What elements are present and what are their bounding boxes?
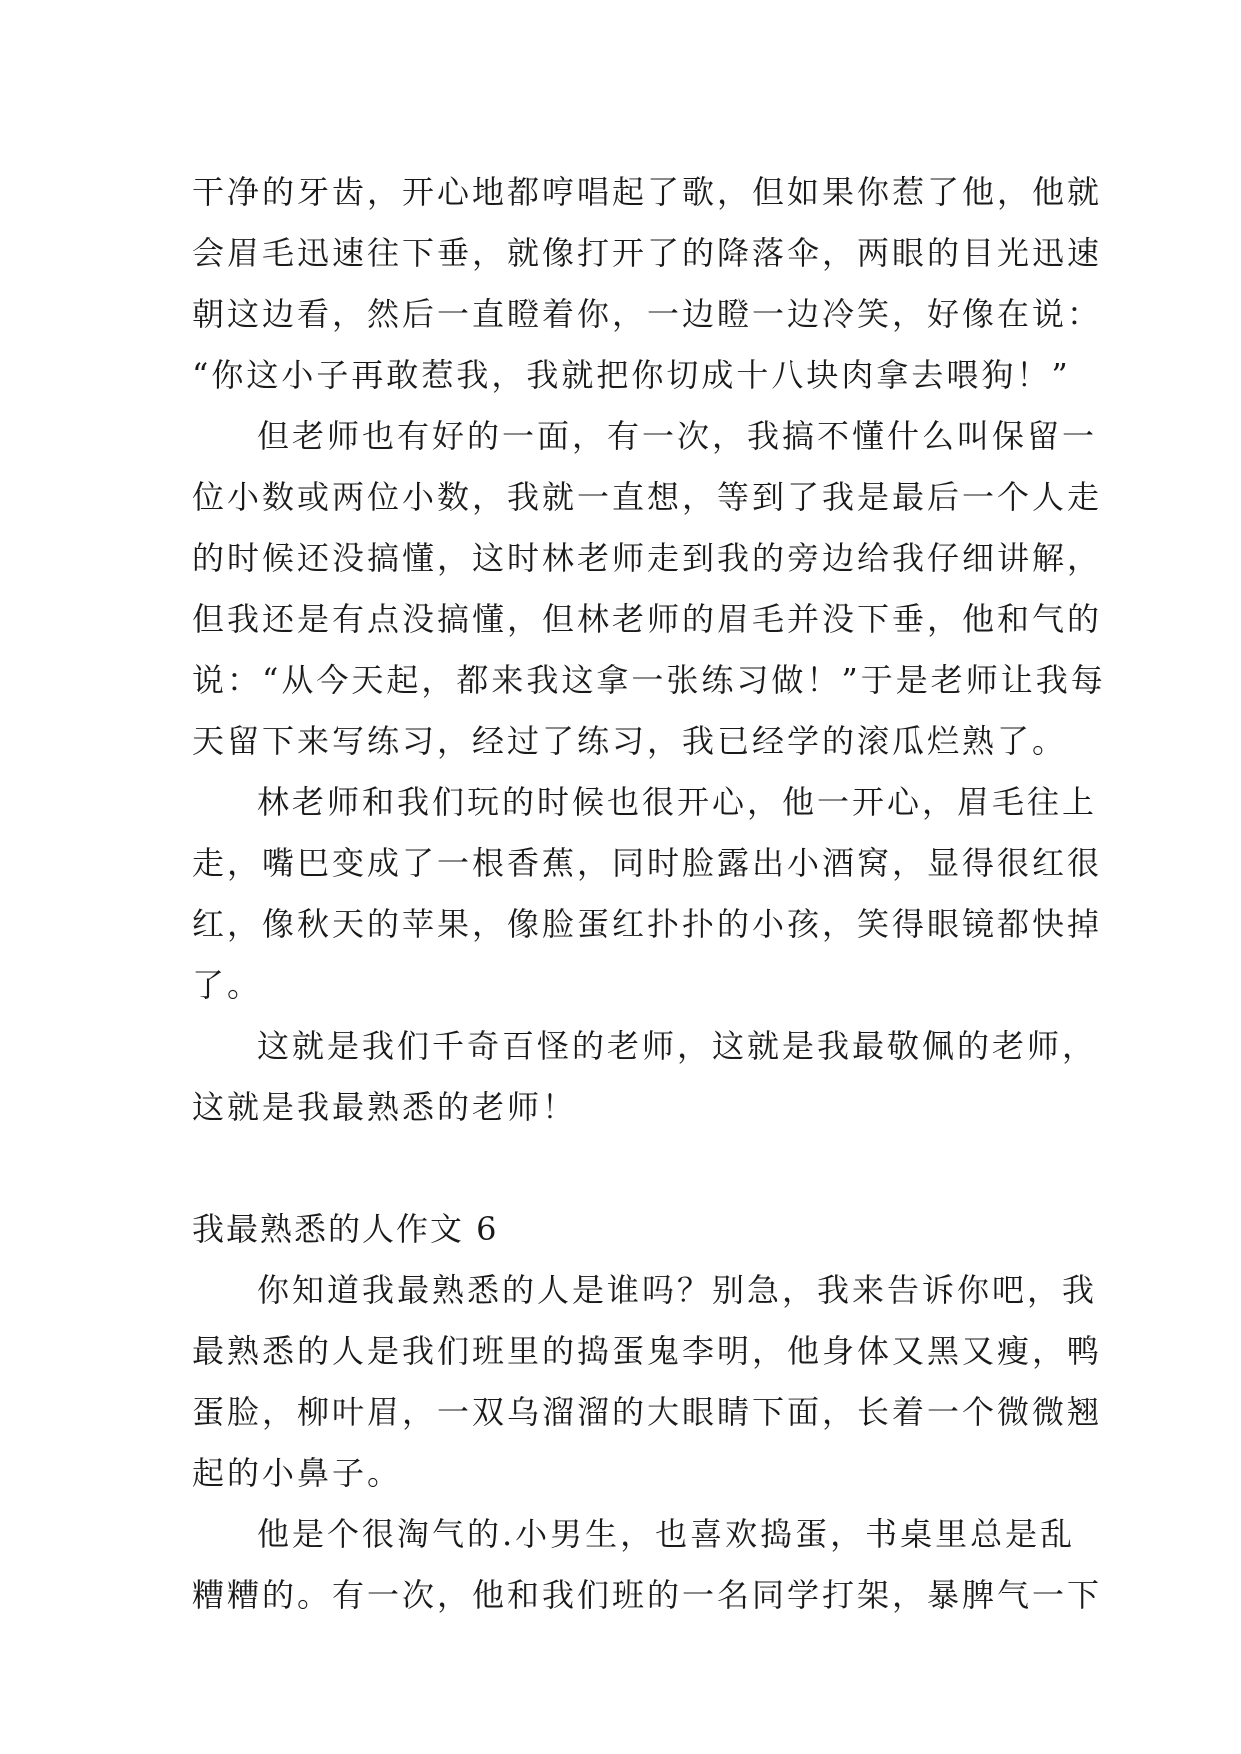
document-page bbox=[192, 162, 1106, 1626]
text-line: 红，像秋天的苹果，像脸蛋红扑扑的小孩，笑得眼镜都快掉 bbox=[192, 905, 1103, 943]
text-line: 天留下来写练习，经过了练习，我已经学的滚瓜烂熟了。 bbox=[192, 722, 1068, 760]
text-line: 走，嘴巴变成了一根香蕉，同时脸露出小酒窝，显得很红很 bbox=[192, 844, 1103, 882]
text-line: 林老师和我们玩的时候也很开心，他一开心，眉毛往上 bbox=[257, 783, 1098, 821]
text-line: “你这小子再敢惹我，我就把你切成十八块肉拿去喂狗！” bbox=[192, 356, 1071, 394]
text-line: 位小数或两位小数，我就一直想，等到了我是最后一个人走 bbox=[192, 478, 1103, 516]
text-line: 这就是我最熟悉的老师！ bbox=[192, 1088, 578, 1126]
text-line: 起的小鼻子。 bbox=[192, 1454, 403, 1492]
text-line: 了。 bbox=[192, 966, 263, 1004]
text-line: 会眉毛迅速往下垂，就像打开了的降落伞，两眼的目光迅速 bbox=[192, 234, 1103, 272]
text-line: 最熟悉的人是我们班里的捣蛋鬼李明，他身体又黑又瘦，鸭 bbox=[192, 1332, 1103, 1370]
text-line: 他是个很淘气的.小男生，也喜欢捣蛋，书桌里总是乱 bbox=[257, 1515, 1076, 1553]
paragraph-li-ming-naughty bbox=[192, 1504, 1103, 1626]
essay-heading: 我最熟悉的人作文 6 bbox=[192, 1210, 499, 1248]
paragraph-teacher-playing bbox=[192, 772, 1103, 1016]
text-line: 的时候还没搞懂，这时林老师走到我的旁边给我仔细讲解， bbox=[192, 539, 1103, 577]
section-gap bbox=[192, 1138, 1050, 1199]
paragraph-conclusion bbox=[192, 1016, 1098, 1138]
paragraph-teacher-kindness bbox=[192, 406, 1106, 772]
text-line: 说：“从今天起，都来我这拿一张练习做！”于是老师让我每 bbox=[192, 661, 1106, 699]
paragraph-eyebrow-description bbox=[192, 162, 1103, 406]
text-line: 糟糟的。有一次，他和我们班的一名同学打架，暴脾气一下 bbox=[192, 1576, 1103, 1614]
text-line: 但我还是有点没搞懂，但林老师的眉毛并没下垂，他和气的 bbox=[192, 600, 1103, 638]
text-line: 你知道我最熟悉的人是谁吗？别急，我来告诉你吧，我 bbox=[257, 1271, 1098, 1309]
paragraph-li-ming-intro bbox=[192, 1260, 1103, 1504]
text-line: 蛋脸，柳叶眉，一双乌溜溜的大眼睛下面，长着一个微微翘 bbox=[192, 1393, 1103, 1431]
text-line: 干净的牙齿，开心地都哼唱起了歌，但如果你惹了他，他就 bbox=[192, 173, 1103, 211]
text-line: 但老师也有好的一面，有一次，我搞不懂什么叫保留一 bbox=[257, 417, 1098, 455]
text-line: 这就是我们千奇百怪的老师，这就是我最敬佩的老师， bbox=[257, 1027, 1098, 1065]
text-line: 朝这边看，然后一直瞪着你，一边瞪一边冷笑，好像在说： bbox=[192, 295, 1103, 333]
